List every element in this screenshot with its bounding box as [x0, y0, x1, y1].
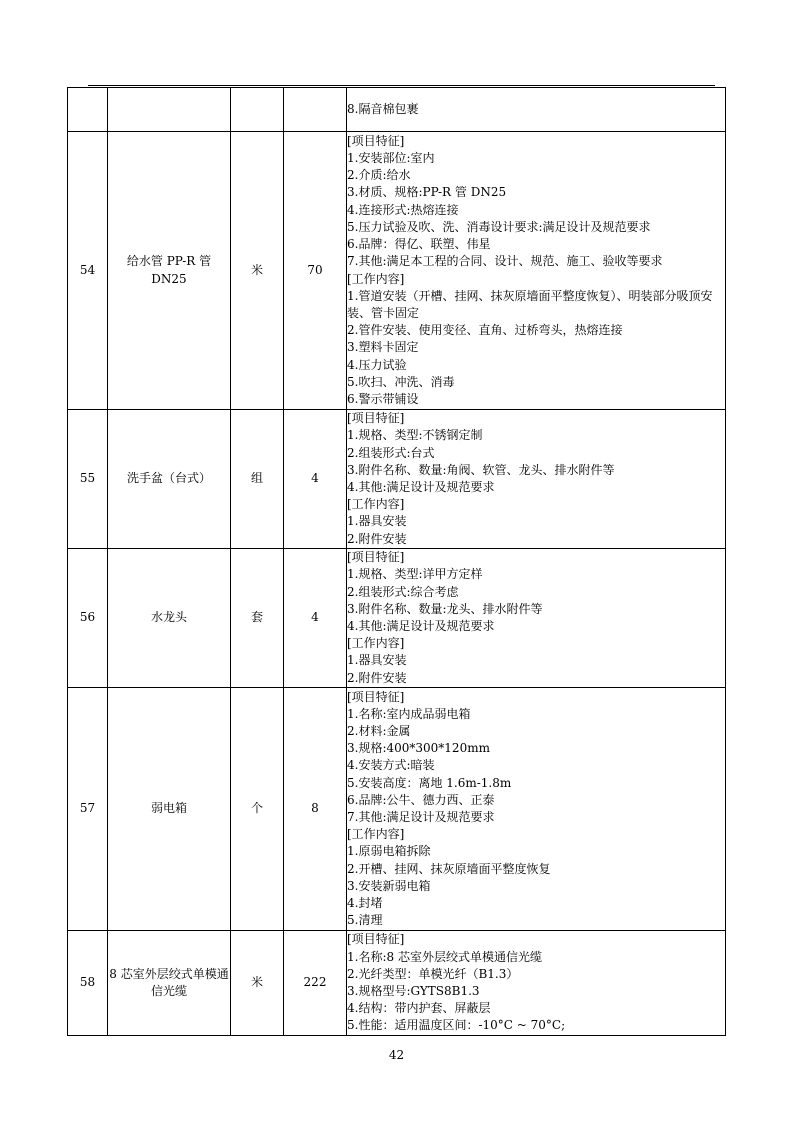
description-line: 3.附件名称、数量:龙头、排水附件等 [347, 601, 543, 616]
item-unit: 组 [231, 410, 284, 549]
description-line: 5.性能：适用温度区间：-10°C ~ 70°C; [347, 1018, 566, 1033]
description-line: [项目特征] [347, 550, 405, 565]
item-quantity: 8 [284, 688, 347, 931]
item-unit: 米 [231, 132, 284, 410]
description-line: 2.管件安装、使用变径、直角、过桥弯头，热熔连接 [347, 323, 623, 338]
item-quantity: 70 [284, 132, 347, 410]
quantity-cell [284, 88, 347, 132]
item-number: 58 [68, 931, 108, 1036]
table-row-56 [68, 549, 726, 688]
description-line: 3.附件名称、数量:角阀、软管、龙头、排水附件等 [347, 462, 615, 477]
item-quantity: 4 [284, 410, 347, 549]
description-line: 2.介质:给水 [347, 168, 411, 183]
item-quantity: 4 [284, 549, 347, 688]
description-line: 2.材料:金属 [347, 723, 411, 738]
description-line: 3.规格:400*300*120mm [347, 741, 490, 756]
description-line: 1.规格、类型:详甲方定样 [347, 567, 483, 582]
item-number: 57 [68, 688, 108, 931]
item-name: 水龙头 [108, 549, 231, 688]
description-cell [347, 688, 726, 931]
table-row-57 [68, 688, 726, 931]
description-line: 4.其他:满足设计及规范要求 [347, 480, 495, 494]
description-cell [347, 931, 726, 1036]
unit-cell [231, 88, 284, 132]
description-line: 5.安装高度：离地 1.6m-1.8m [347, 775, 512, 790]
item-name: 8 芯室外层绞式单模通信光缆 [108, 931, 231, 1036]
description-line: 1.器具安装 [347, 653, 407, 668]
description-line: 2.附件安装 [347, 531, 407, 546]
item-name: 给水管 PP-R 管 DN25 [108, 132, 231, 410]
item-number: 55 [68, 410, 108, 549]
description-line: 1.名称:室内成品弱电箱 [347, 706, 471, 721]
description-line: 4.其他:满足设计及规范要求 [347, 619, 495, 633]
description-line: 8.隔音棉包裹 [347, 101, 419, 116]
description-line: 3.规格型号:GYTS8B1.3 [347, 984, 480, 998]
item-unit: 套 [231, 549, 284, 688]
description-line: 1.管道安装（开槽、挂网、抹灰原墙面平整度恢复）、明装部分吸顶安装、管卡固定 [347, 288, 713, 320]
description-line: 3.安装新弱电箱 [347, 878, 431, 893]
description-line: 1.名称:8 芯室外层绞式单模通信光缆 [347, 949, 542, 964]
description-line: [项目特征] [347, 411, 405, 426]
description-line: [项目特征] [347, 133, 405, 148]
description-line: 6.品牌:公牛、德力西、正泰 [347, 792, 495, 807]
description-line: [项目特征] [347, 689, 405, 704]
description-line: 2.附件安装 [347, 670, 407, 685]
description-line: 2.组装形式:台式 [347, 445, 435, 460]
description-line: 4.封堵 [347, 896, 383, 911]
header-rule [88, 85, 715, 86]
description-line: [工作内容] [347, 497, 405, 512]
item-name-cell [108, 88, 231, 132]
table-row-55 [68, 410, 726, 549]
item-number-cell [68, 88, 108, 132]
description-line: 5.清理 [347, 913, 383, 928]
description-line: 7.其他:满足设计及规范要求 [347, 810, 495, 824]
description-cell [347, 410, 726, 549]
description-cell [347, 88, 726, 132]
description-cell [347, 132, 726, 410]
description-line: [项目特征] [347, 932, 405, 947]
item-quantity: 222 [284, 931, 347, 1036]
description-line: 2.开槽、挂网、抹灰原墙面平整度恢复 [347, 861, 551, 876]
table-row-continued [68, 88, 726, 132]
page-number: 42 [388, 1048, 405, 1062]
item-name: 弱电箱 [108, 688, 231, 931]
bill-of-quantities-table [67, 87, 726, 1036]
description-line: 1.器具安装 [347, 514, 407, 529]
description-line: [工作内容] [347, 827, 405, 842]
description-line: 3.材质、规格:PP-R 管 DN25 [347, 185, 507, 200]
item-name: 洗手盆（台式） [108, 410, 231, 549]
description-line: 6.警示带铺设 [347, 391, 419, 406]
table-row-58 [68, 931, 726, 1036]
description-line: 5.压力试验及吹、洗、消毒设计要求:满足设计及规范要求 [347, 219, 651, 234]
description-line: 7.其他:满足本工程的合同、设计、规范、施工、验收等要求 [347, 254, 663, 269]
item-unit: 米 [231, 931, 284, 1036]
item-number: 54 [68, 132, 108, 410]
description-line: 4.安装方式:暗装 [347, 758, 435, 773]
item-unit: 个 [231, 688, 284, 931]
description-line: 6.品牌：得亿、联塑、伟星 [347, 237, 491, 252]
description-line: 4.结构：带内护套、屏蔽层 [347, 1001, 491, 1016]
table-row-54 [68, 132, 726, 410]
description-line: 1.安装部位:室内 [347, 151, 435, 166]
description-line: 1.原弱电箱拆除 [347, 844, 431, 859]
item-number: 56 [68, 549, 108, 688]
description-line: [工作内容] [347, 271, 405, 286]
description-line: 4.连接形式:热熔连接 [347, 202, 459, 217]
description-line: 3.塑料卡固定 [347, 340, 419, 355]
description-line: 2.组装形式:综合考虑 [347, 584, 459, 599]
description-line: 5.吹扫、冲洗、消毒 [347, 374, 455, 389]
description-line: 2.光纤类型：单模光纤（B1.3） [347, 966, 519, 981]
description-line: [工作内容] [347, 636, 405, 651]
description-line: 4.压力试验 [347, 357, 407, 372]
description-line: 1.规格、类型:不锈钢定制 [347, 428, 483, 443]
description-cell [347, 549, 726, 688]
